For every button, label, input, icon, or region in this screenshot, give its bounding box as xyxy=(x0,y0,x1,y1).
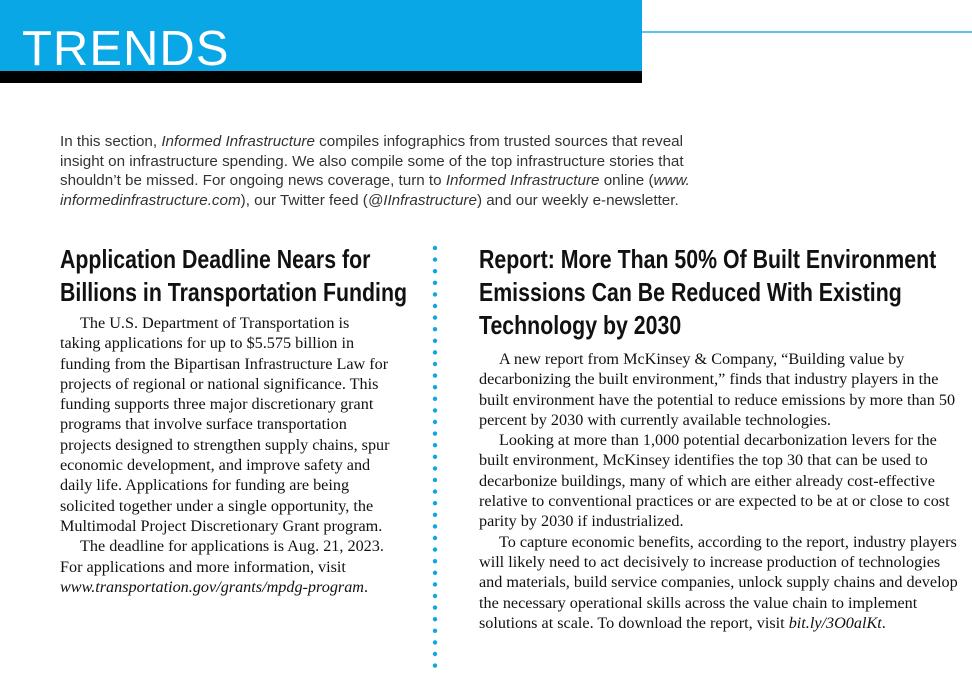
divider-dot xyxy=(433,478,437,482)
transportation-grants-link[interactable]: www.transportation.gov/grants/mpdg-program xyxy=(60,577,364,596)
divider-dot xyxy=(433,431,437,435)
header-rule-line xyxy=(642,31,972,33)
divider-dot xyxy=(433,524,437,528)
divider-dot xyxy=(433,292,437,296)
article-paragraph: Looking at more than 1,000 potential decarbonization levers for the built environment, McKinsey identifies the top 30 that can be used to decarbonize buildings, many of which are either already cost-effective relative to conventional practices or are expected to be at or close to cost parity by 2030 if industrialized. xyxy=(479,431,950,531)
divider-dot xyxy=(433,547,437,551)
intro-paragraph: In this section, Informed Infrastructure compiles infographics from trusted sources that reveal insight on infrastructure spending. We also compile some of the top infrastructure stories that shouldn’t be missed. For ongoing news coverage, turn to Informed Infrastructure online (www. informedinfrastructure.com), our Twitter feed (@IInfrastructure) and our weekly e-newsletter. xyxy=(60,133,690,209)
report-download-link[interactable]: bit.ly/3O0alKt xyxy=(788,613,882,632)
column-divider-dots xyxy=(432,245,438,673)
divider-dot xyxy=(433,257,437,261)
divider-dot xyxy=(433,339,437,343)
divider-dot xyxy=(433,617,437,621)
article-headline: Report: More Than 50% Of Built Environment Emissions Can Be Reduced With Existing Technology by 2030 xyxy=(479,244,937,340)
divider-dot xyxy=(433,605,437,609)
section-title: TRENDS xyxy=(22,22,230,76)
divider-dot xyxy=(433,304,437,308)
divider-dot xyxy=(433,408,437,412)
brand-name: Informed Infrastructure xyxy=(161,133,315,150)
divider-dot xyxy=(433,536,437,540)
divider-dot xyxy=(433,443,437,447)
divider-dot xyxy=(433,559,437,563)
divider-dot xyxy=(433,640,437,644)
divider-dot xyxy=(433,269,437,273)
article-paragraph: A new report from McKinsey & Company, “Building value by decarbonizing the built environment,” finds that industry players in the built environment have the potential to reduce emissions by more than 50 percent by 2030 with currently available technologies. xyxy=(479,350,956,429)
divider-dot xyxy=(433,501,437,505)
divider-dot xyxy=(433,455,437,459)
divider-dot xyxy=(433,362,437,366)
divider-dot xyxy=(433,594,437,598)
article-paragraph: The deadline for applications is Aug. 21, 2023. For applications and more information, visit www.transportation.gov/grants/mpdg-program. xyxy=(60,537,384,596)
divider-dot xyxy=(433,420,437,424)
divider-dot xyxy=(433,373,437,377)
article-paragraph: To capture economic benefits, according to the report, industry players will likely need to act decisively to increase production of technologies and materials, build service companies, unlock supply chains and develop the necessary operational skills across the value chain to implement solutions at scale. To download the report, visit bit.ly/3O0alKt. xyxy=(479,532,958,632)
divider-dot xyxy=(433,327,437,331)
divider-dot xyxy=(433,571,437,575)
divider-dot xyxy=(433,350,437,354)
article-headline: Application Deadline Nears for Billions in Transportation Funding xyxy=(60,244,408,307)
divider-dot xyxy=(433,466,437,470)
divider-dot xyxy=(433,663,437,667)
twitter-handle-link[interactable]: @IInfrastructure xyxy=(367,191,477,209)
divider-dot xyxy=(433,281,437,285)
article-built-environment-emissions xyxy=(479,243,959,633)
divider-dot xyxy=(433,629,437,633)
article-transportation-funding xyxy=(60,243,408,597)
divider-dot xyxy=(433,513,437,517)
divider-dot xyxy=(433,652,437,656)
divider-dot xyxy=(433,315,437,319)
divider-dot xyxy=(433,489,437,493)
article-paragraph: The U.S. Department of Transportation is taking applications for up to $5.575 billion in funding from the Bipartisan Infrastructure Law for projects of regional or national significance. This funding supports three major discretionary grant programs that involve surface transportation projects designed to strengthen supply chains, spur economic development, and improve safety and daily life. Applications for funding are being solicited together under a single opportunity, the Multimodal Project Discretionary Grant program. xyxy=(60,314,390,535)
brand-name: Informed Infrastructure xyxy=(445,172,600,189)
divider-dot xyxy=(433,246,437,250)
article-body xyxy=(479,349,959,633)
divider-dot xyxy=(433,397,437,401)
divider-dot xyxy=(433,582,437,586)
article-body xyxy=(60,313,390,597)
website-link[interactable]: www. informedinfrastructure.com xyxy=(60,172,690,209)
divider-dot xyxy=(433,385,437,389)
